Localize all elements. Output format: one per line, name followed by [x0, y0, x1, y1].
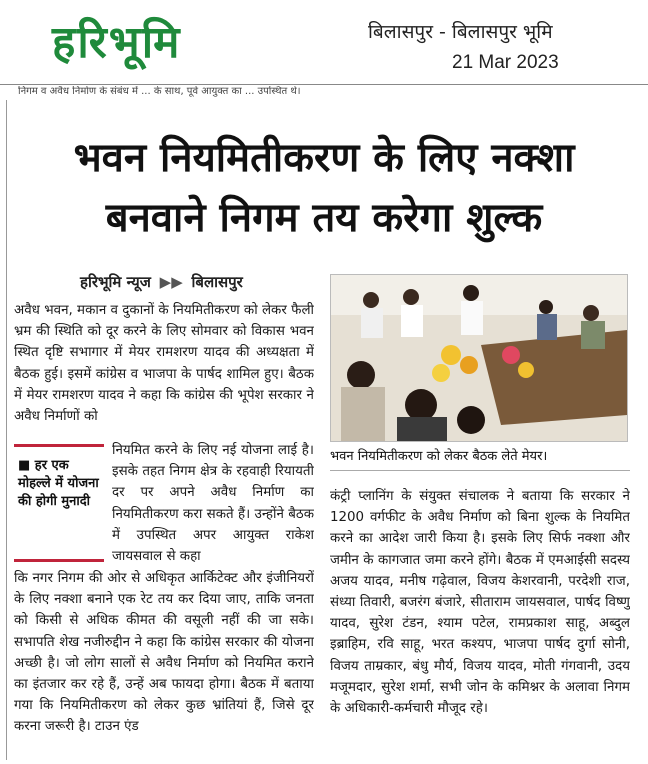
article-paragraph-2: नियमित करने के लिए नई योजना लाई है। इसके तहत निगम क्षेत्र के रहवाही रियायती दर पर अपने अवैध निर्माण का नियमितीकरण करा सकते हैं। उन्होंने बैठक में उपस्थित अपर आयुक्त राकेश जायसवाल से कहा: [112, 443, 314, 565]
cut-off-text-strip: निगम व अवैध निर्माण के संबंध में ... के साथ, पूर्व आयुक्त का ... उपस्थित थे।: [18, 86, 301, 97]
left-column-rule: [6, 100, 7, 760]
pull-quote: ■ हर एक मोहल्ले में योजना की होगी मुनादी: [18, 458, 99, 509]
byline-source: हरिभूमि न्यूज: [80, 273, 151, 291]
masthead: [0, 0, 648, 84]
headline-line-1: भवन नियमितीकरण के लिए नक्शा: [73, 135, 575, 181]
article-paragraph-1: अवैध भवन, मकान व दुकानों के नियमितीकरण को लेकर फैली भ्रम की स्थिति को दूर करने के लिए सोमवार को विकास भवन स्थित दृष्टि सभागार में मेयर रामशरण यादव की अध्यक्षता में बैठक हुई। इसमें कांग्रेस व भाजपा के पार्षद शामिल हुए। बैठक में मेयर रामशरण यादव ने कहा कि कांग्रेस की भूपेश सरकार ने अवैध निर्माणों को: [14, 303, 314, 425]
article-paragraph-4: कंट्री प्लानिंग के संयुक्त संचालक ने बताया कि सरकार ने 1200 वर्गफीट के अवैध निर्माण को बिना शुल्क के नियमित करने का आदेश जारी किया है। इसके लिए सिर्फ नक्शा और जमीन के कागजात जमा करने होंगे। बैठक में एमआईसी सदस्य अजय यादव, मनीष गढ़ेवाल, विजय केशरवानी, परदेशी राज, संध्या तिवारी, बजरंग बंजारे, सीताराम जायसवाल, पार्षद विष्णु यादव, सुरेश टंडन, श्याम पटेल, रामप्रकाश साहू, अब्दुल इब्राहिम, रवि साहू, भरत कश्यप, भाजपा पार्षद दुर्गा सोनी, विजय ताम्रकार, बंधु मौर्य, विजय यादव, मोती गंगवानी, उदय मजूमदार, सुरेश शर्मा, सभी जोन के कमिश्नर के अलावा निगम के अधिकारी-कर्मचारी मौजूद रहे।: [330, 489, 630, 717]
publication-date: 21 Mar 2023: [452, 52, 559, 73]
photo-caption: भवन नियमितीकरण को लेकर बैठक लेते मेयर।: [330, 449, 548, 464]
article-paragraph-3: कि नगर निगम की ओर से अधिकृत आर्किटेक्ट और इंजीनियरों के लिए नक्शा बनाने एक रेट तय कर दिया जाए, ताकि जनता को किसी से अधिक कीमत की वसूली नहीं की जा सके। सभापति शेख नजीरुद्दीन ने कहा कि कांग्रेस सरकार की योजना अच्छी है। जो लोग सालों से अवैध निर्माण को नियमित कराने का इंतजार कर रहे हैं, उन्हें अब फायदा होगा। बैठक में बताया गया कि नियमितीकरण को लेकर कुछ भ्रांतियां हैं, जिसे दूर करना जरूरी है। टाउन एंड: [14, 571, 314, 735]
meeting-photo: [330, 274, 628, 442]
edition-label: बिलासपुर - बिलासपुर भूमि: [368, 21, 553, 43]
byline: [80, 272, 243, 292]
meeting-photo-illustration: [331, 275, 627, 441]
byline-arrows-icon: ▶▶: [159, 273, 183, 291]
pull-quote-box: [14, 444, 104, 562]
masthead-divider: [0, 84, 648, 85]
byline-city: बिलासपुर: [191, 273, 243, 291]
newspaper-logo: हरिभूमि: [52, 17, 182, 68]
article-headline: [14, 128, 634, 248]
caption-divider: [330, 470, 630, 471]
headline-line-2: बनवाने निगम तय करेगा शुल्क: [105, 195, 543, 241]
